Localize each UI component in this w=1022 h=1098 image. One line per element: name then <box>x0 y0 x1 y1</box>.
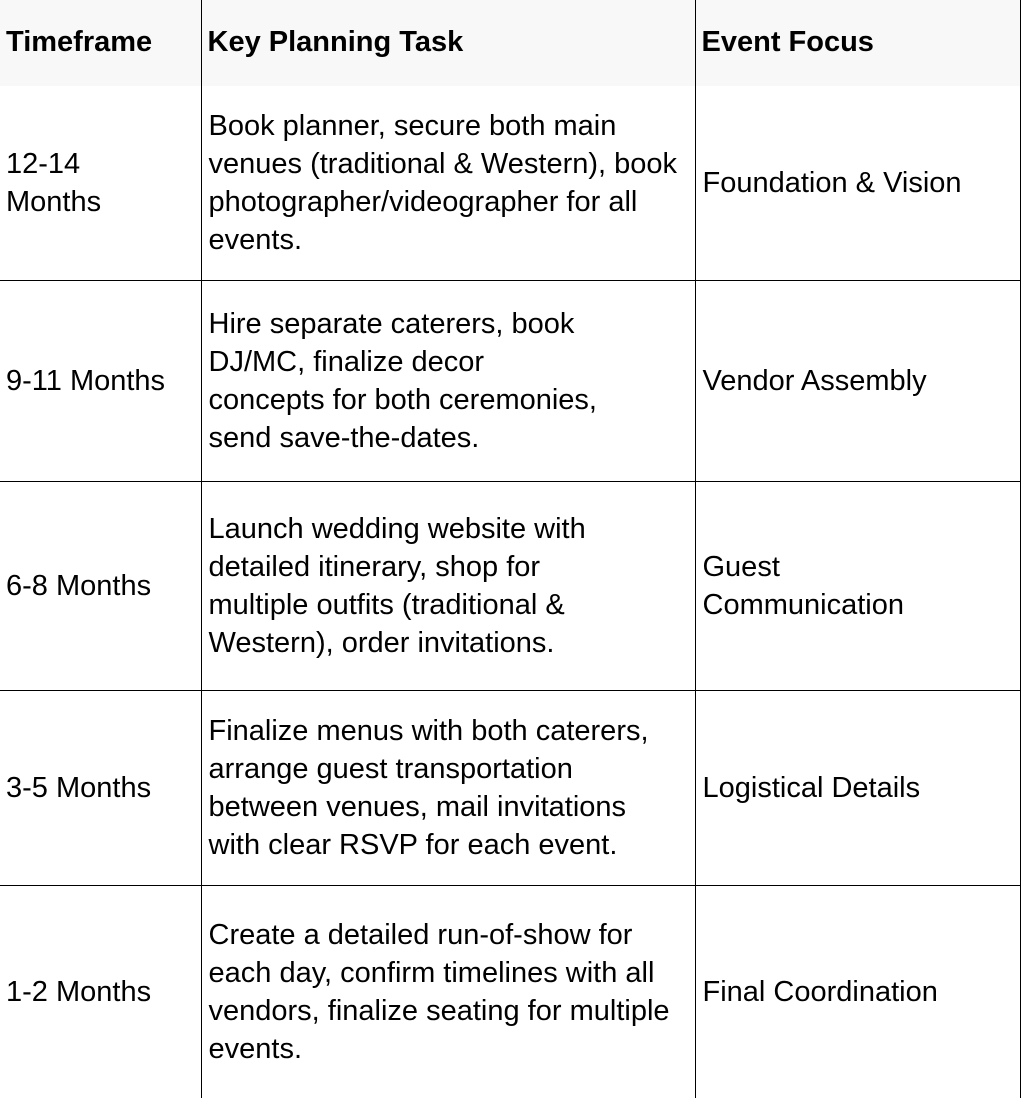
table-row <box>0 86 1020 281</box>
table-row <box>0 886 1020 1098</box>
table-body <box>0 86 1020 1098</box>
header-timeframe: Timeframe <box>0 0 201 86</box>
timeframe-cell: 12-14 Months <box>0 86 201 281</box>
table-header <box>0 0 1020 86</box>
task-cell: Create a detailed run-of-show for each day, confirm timelines with all vendors, finalize seating for multiple events. <box>201 886 695 1098</box>
focus-cell: Vendor Assembly <box>695 281 1020 482</box>
task-cell: Finalize menus with both caterers, arrange guest transportation between venues, mail invitations with clear RSVP for each event. <box>201 691 695 886</box>
focus-cell: Final Coordination <box>695 886 1020 1098</box>
task-cell: Hire separate caterers, book DJ/MC, finalize decor concepts for both ceremonies, send save-the-dates. <box>201 281 695 482</box>
timeframe-cell: 1-2 Months <box>0 886 201 1098</box>
table-row <box>0 691 1020 886</box>
timeframe-cell: 9-11 Months <box>0 281 201 482</box>
focus-cell: Logistical Details <box>695 691 1020 886</box>
header-event-focus: Event Focus <box>695 0 1020 86</box>
table-row <box>0 281 1020 482</box>
timeframe-cell: 6-8 Months <box>0 482 201 691</box>
focus-cell: Guest Communication <box>695 482 1020 691</box>
task-cell: Book planner, secure both main venues (traditional & Western), book photographer/videographer for all events. <box>201 86 695 281</box>
header-row <box>0 0 1020 86</box>
header-key-planning-task: Key Planning Task <box>201 0 695 86</box>
task-cell: Launch wedding website with detailed itinerary, shop for multiple outfits (traditional & Western), order invitations. <box>201 482 695 691</box>
table-row <box>0 482 1020 691</box>
focus-cell: Foundation & Vision <box>695 86 1020 281</box>
timeframe-cell: 3-5 Months <box>0 691 201 886</box>
